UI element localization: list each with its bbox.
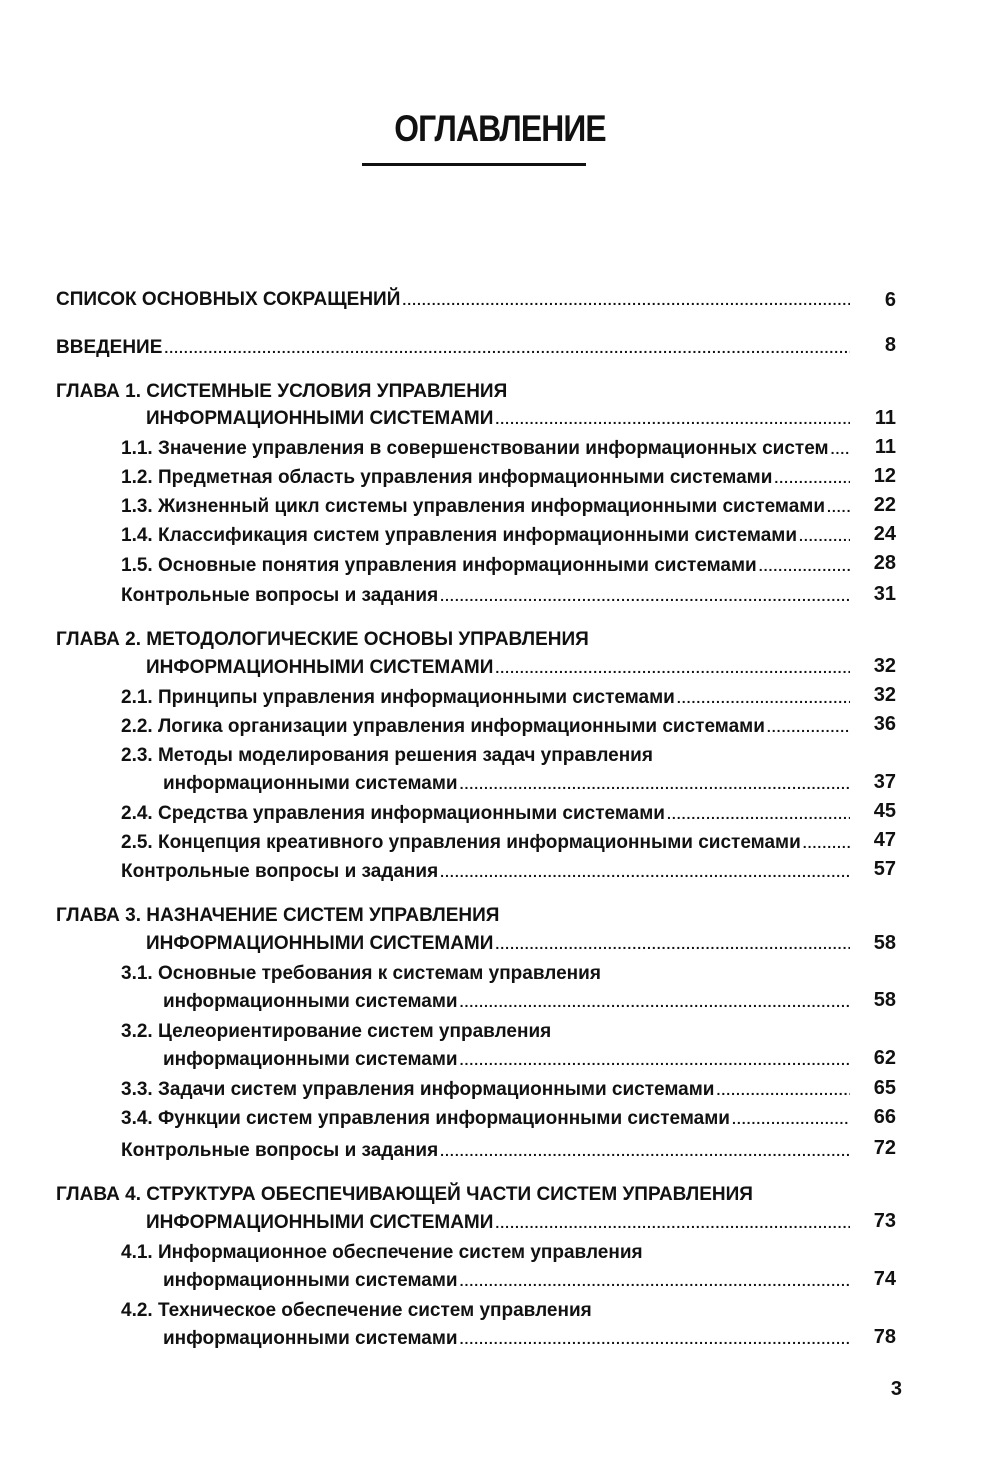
toc-entry-section[interactable] [121,493,852,521]
toc-page-number: 8 [884,334,896,356]
toc-page-number: 11 [874,407,896,429]
dot-leader [440,858,850,886]
toc-entry-label: 1.1. Значение управления в совершенствовании информационных систем [121,438,829,459]
dot-leader [402,286,850,314]
dot-leader [495,654,850,682]
toc-entry-section-heading[interactable]: 2.3. Методы моделирования решения задач управления [121,745,653,766]
toc-entry-section[interactable] [121,829,852,857]
toc-entry-label: 2.1. Принципы управления информационными системами [121,687,675,708]
toc-entry-section[interactable] [121,1076,852,1104]
toc-entry-label: информационными системами [163,1270,458,1291]
toc-page-number: 45 [873,800,896,822]
toc-page-number: 66 [873,1106,896,1128]
dot-leader [495,930,850,958]
toc-page-number: 57 [873,858,896,880]
toc-entry-section[interactable] [121,1105,852,1133]
toc-entry-label: 3.4. Функции систем управления информационными системами [121,1108,730,1129]
title-underline [362,163,586,166]
toc-page-number: 78 [873,1326,896,1348]
toc-page-number: 11 [874,436,896,458]
dot-leader [774,464,850,492]
toc-entry-chapter-1[interactable] [146,405,852,433]
toc-page-number: 72 [873,1137,896,1159]
dot-leader [799,522,850,550]
chapter-heading[interactable]: ГЛАВА 2. МЕТОДОЛОГИЧЕСКИЕ ОСНОВЫ УПРАВЛЕНИЯ [56,629,589,650]
toc-page-number: 32 [873,684,896,706]
chapter-heading[interactable]: ГЛАВА 4. СТРУКТУРА ОБЕСПЕЧИВАЮЩЕЙ ЧАСТИ СИСТЕМ УПРАВЛЕНИЯ [56,1184,753,1205]
toc-page-number: 47 [873,829,896,851]
toc-entry-label: ИНФОРМАЦИОННЫМИ СИСТЕМАМИ [146,933,494,954]
toc-entry-section-cont[interactable] [163,1046,852,1074]
dot-leader [164,334,850,362]
toc-entry-label: Контрольные вопросы и задания [121,861,439,882]
toc-entry-chapter-4[interactable] [146,1209,852,1237]
toc-entry-section[interactable] [121,464,852,492]
toc-entry-abbreviations[interactable] [56,286,852,314]
toc-entry-section-heading[interactable]: 3.1. Основные требования к системам управления [121,963,601,984]
toc-entry-label: 1.2. Предметная область управления информационными системами [121,467,773,488]
dot-leader [440,582,850,610]
dot-leader [495,405,850,433]
dot-leader [460,1046,850,1074]
toc-entry-label: 2.5. Концепция креативного управления информационными системами [121,832,801,853]
toc-entry-label: информационными системами [163,1328,458,1349]
toc-page-number: 65 [873,1077,896,1099]
toc-entry-section-cont[interactable] [163,988,852,1016]
toc-entry-chapter-3[interactable] [146,930,852,958]
toc-page-number: 62 [873,1047,896,1069]
dot-leader [460,1267,850,1295]
toc-entry-label: ИНФОРМАЦИОННЫМИ СИСТЕМАМИ [146,1212,494,1233]
toc-entry-section-cont[interactable] [163,770,852,798]
toc-entry-section[interactable] [121,684,852,712]
dot-leader [803,829,850,857]
toc-entry-introduction[interactable] [56,334,852,362]
dot-leader [440,1137,850,1165]
toc-entry-section-heading[interactable]: 3.2. Целеориентирование систем управления [121,1021,552,1042]
dot-leader [767,713,850,741]
dot-leader [460,988,850,1016]
dot-leader [460,1325,850,1353]
chapter-heading[interactable]: ГЛАВА 3. НАЗНАЧЕНИЕ СИСТЕМ УПРАВЛЕНИЯ [56,905,500,926]
dot-leader [716,1076,850,1104]
toc-entry-label: ИНФОРМАЦИОННЫМИ СИСТЕМАМИ [146,657,494,678]
toc-entry-section-cont[interactable] [163,1325,852,1353]
toc-page-number: 32 [873,655,896,677]
toc-entry-label: 1.4. Классификация систем управления информационными системами [121,525,798,546]
toc-entry-section[interactable] [121,435,852,463]
toc-entry-label: 2.4. Средства управления информационными системами [121,803,665,824]
dot-leader [667,800,850,828]
toc-page-number: 22 [873,494,896,516]
page-title: ОГЛАВЛЕНИЕ [394,108,606,149]
toc-entry-label: СПИСОК ОСНОВНЫХ СОКРАЩЕНИЙ [56,289,401,310]
toc-entry-label: Контрольные вопросы и задания [121,1140,439,1161]
dot-leader [732,1105,850,1133]
toc-entry-section[interactable] [121,800,852,828]
toc-entry-section-heading[interactable]: 4.1. Информационное обеспечение систем управления [121,1242,643,1263]
toc-page-number: 36 [873,713,896,735]
toc-entry-questions[interactable] [121,582,852,610]
dot-leader [495,1209,850,1237]
toc-entry-questions[interactable] [121,858,852,886]
toc-entry-label: 1.3. Жизненный цикл системы управления информационными системами [121,496,826,517]
toc-page-number: 58 [873,989,896,1011]
dot-leader [759,552,850,580]
toc-entry-section[interactable] [121,713,852,741]
toc-entry-section-heading[interactable]: 4.2. Техническое обеспечение систем управления [121,1300,592,1321]
toc-entry-label: информационными системами [163,991,458,1012]
page-folio: 3 [890,1378,902,1400]
toc-page-number: 73 [873,1210,896,1232]
toc-entry-section[interactable] [121,552,852,580]
toc-entry-label: 1.5. Основные понятия управления информационными системами [121,555,757,576]
toc-page-number: 24 [873,523,896,545]
toc-entry-label: информационными системами [163,773,458,794]
chapter-heading[interactable]: ГЛАВА 1. СИСТЕМНЫЕ УСЛОВИЯ УПРАВЛЕНИЯ [56,381,508,402]
dot-leader [460,770,850,798]
toc-page-number: 31 [873,583,896,605]
toc-entry-section[interactable] [121,522,852,550]
dot-leader [677,684,850,712]
toc-page-number: 12 [873,465,896,487]
toc-entry-label: 2.2. Логика организации управления информационными системами [121,716,765,737]
toc-page-number: 74 [873,1268,896,1290]
toc-entry-label: ИНФОРМАЦИОННЫМИ СИСТЕМАМИ [146,408,494,429]
toc-entry-label: ВВЕДЕНИЕ [56,337,163,358]
toc-entry-label: информационными системами [163,1049,458,1070]
toc-page-number: 28 [873,552,896,574]
toc-entry-label: 3.3. Задачи систем управления информационными системами [121,1079,715,1100]
toc-entry-chapter-2[interactable] [146,654,852,682]
toc-entry-questions[interactable] [121,1137,852,1165]
toc-entry-label: Контрольные вопросы и задания [121,585,439,606]
toc-entry-section-cont[interactable] [163,1267,852,1295]
toc-page-number: 6 [884,289,896,311]
toc-page-number: 37 [873,771,896,793]
toc-page-number: 58 [873,932,896,954]
